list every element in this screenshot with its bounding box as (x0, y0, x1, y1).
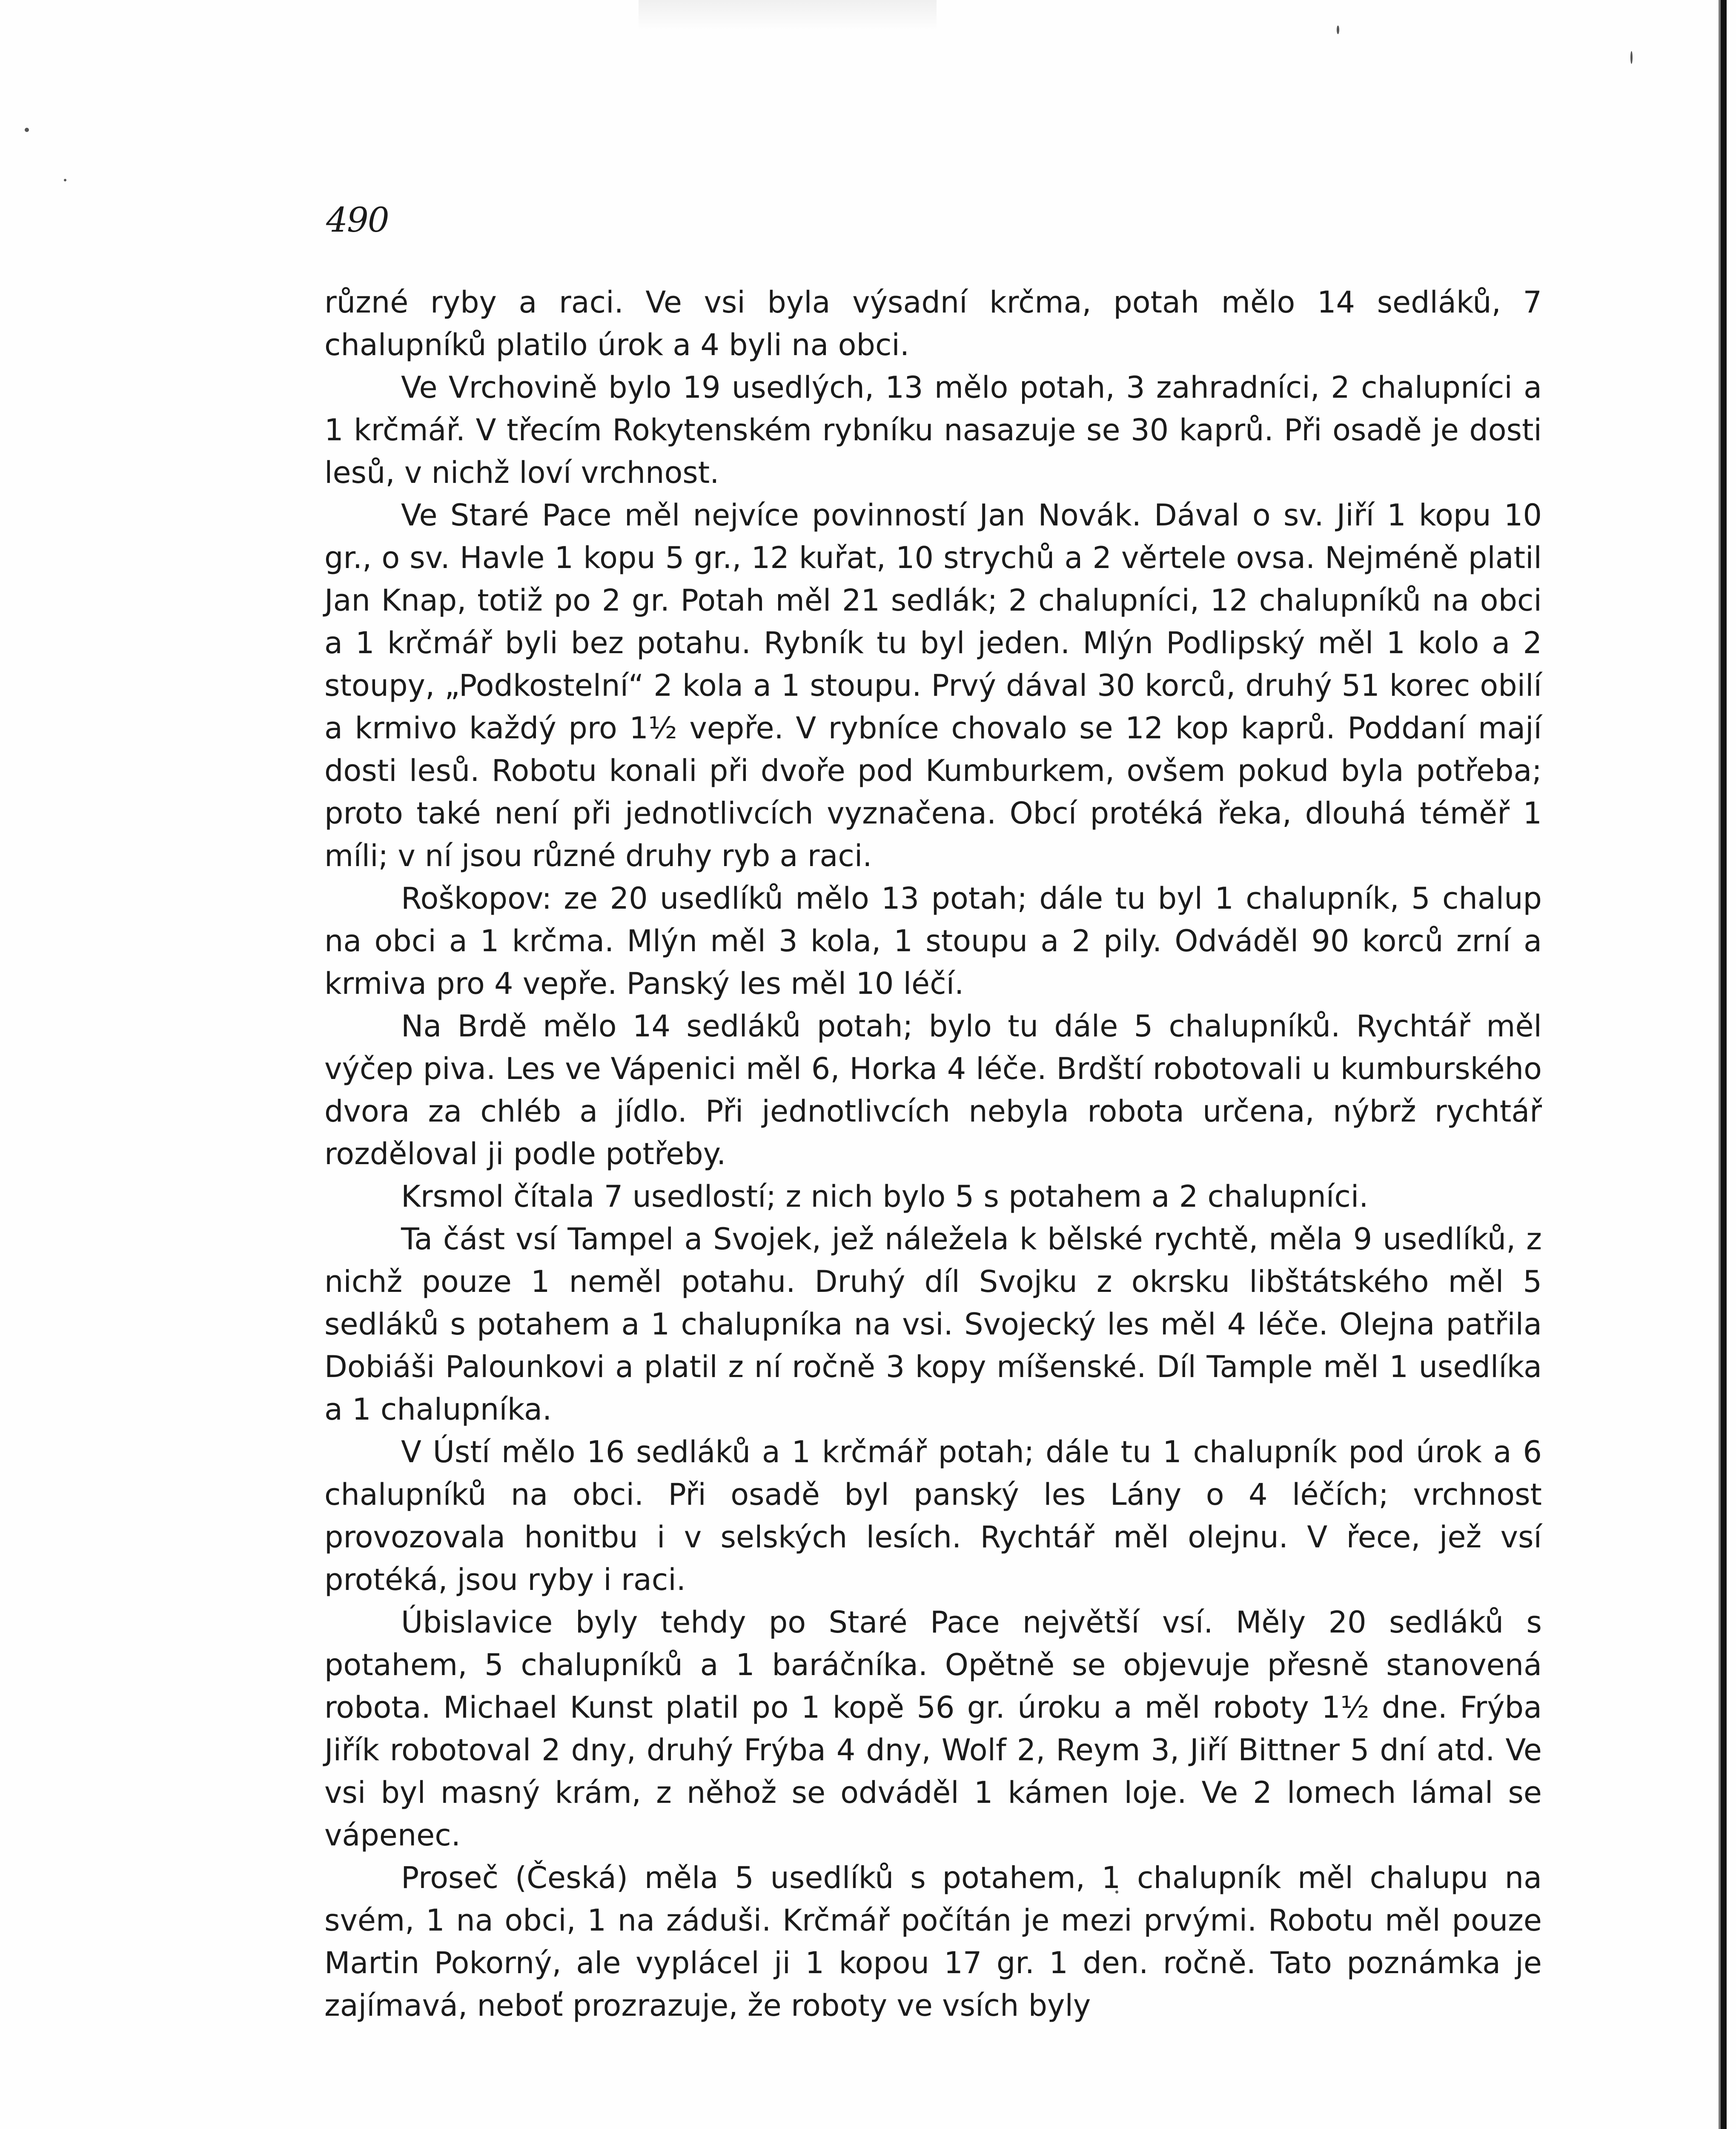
page-number: 490 (326, 200, 389, 240)
scan-border-right-shade (1719, 0, 1721, 2129)
paragraph: různé ryby a raci. Ve vsi byla výsadní krčma, potah mělo 14 sedláků, 7 chalupníků platilo úrok a 4 byli na obci. (324, 285, 1542, 362)
paragraph: Úbislavice byly tehdy po Staré Pace největší vsí. Měly 20 sedláků s potahem, 5 chalupníků a 1 baráčníka. Opětně se objevuje přesně stanovená robota. Michael Kunst platil po 1 kopě 56 gr. úroku a měl roboty 1½ dne. Frýba Jiřík robotoval 2 dny, druhý Frýba 4 dny, Wolf 2, Reym 3, Jiří Bittner 5 dní atd. Ve vsi byl masný krám, z něhož se odváděl 1 kámen loje. Ve 2 lomech lámal se vápenec. (324, 1605, 1542, 1853)
scan-speck (25, 128, 29, 132)
scan-shadow-top (639, 0, 937, 30)
body-text (324, 281, 1542, 2027)
paragraph: Na Brdě mělo 14 sedláků potah; bylo tu dále 5 chalupníků. Rychtář měl výčep piva. Les ve Vápenici měl 6, Horka 4 léče. Brdští robotovali u kumburského dvora za chléb a jídlo. Při jednotlivcích nebyla robota určena, nýbrž rychtář rozděloval ji podle potřeby. (324, 1009, 1542, 1171)
scan-speck (1630, 51, 1633, 64)
scan-border-right (1721, 0, 1727, 2129)
scan-speck (64, 179, 66, 181)
paragraph: Roškopov: ze 20 usedlíků mělo 13 potah; dále tu byl 1 chalupník, 5 chalup na obci a 1 krčma. Mlýn měl 3 kola, 1 stoupu a 2 pily. Odváděl 90 korců zrní a krmiva pro 4 vepře. Panský les měl 10 léčí. (324, 881, 1542, 1001)
paragraph: Ve Staré Pace měl nejvíce povinností Jan Novák. Dával o sv. Jiří 1 kopu 10 gr., o sv. Havle 1 kopu 5 gr., 12 kuřat, 10 strychů a 2 věrtele ovsa. Nejméně platil Jan Knap, totiž po 2 gr. Potah měl 21 sedlák; 2 chalupníci, 12 chalupníků na obci a 1 krčmář byli bez potahu. Rybník tu byl jeden. Mlýn Podlipský měl 1 kolo a 2 stoupy, „Podkostelní“ 2 kola a 1 stoupu. Prvý dával 30 korců, druhý 51 korec obilí a krmivo každý pro 1½ vepře. V rybníce chovalo se 12 kop kaprů. Poddaní mají dosti lesů. Robotu konali při dvoře pod Kumburkem, ovšem pokud byla potřeba; proto také není při jednotlivcích vyznačena. Obcí protéká řeka, dlouhá téměř 1 míli; v ní jsou různé druhy ryb a raci. (324, 498, 1542, 873)
paragraph: Proseč (Česká) měla 5 usedlíků s potahem, 1 chalupník měl chalupu na svém, 1 na obci, 1 na záduši. Krčmář počítán je mezi prvými. Robotu měl pouze Martin Pokorný, ale vyplácel ji 1 kopou 17 gr. 1 den. ročně. Tato poznámka je zajímavá, neboť prozrazuje, že roboty ve vsích byly (324, 1860, 1542, 2023)
paragraph: V Ústí mělo 16 sedláků a 1 krčmář potah; dále tu 1 chalupník pod úrok a 6 chalupníků na obci. Při osadě byl panský les Lány o 4 léčích; vrchnost provozovala honitbu i v selských lesích. Rychtář měl olejnu. V řece, jež vsí protéká, jsou ryby i raci. (324, 1435, 1542, 1597)
scan-speck (1337, 26, 1339, 34)
paragraph: Ta část vsí Tampel a Svojek, jež náležela k bělské rychtě, měla 9 usedlíků, z nichž pouze 1 neměl potahu. Druhý díl Svojku z okrsku libštátského měl 5 sedláků s potahem a 1 chalupníka na vsi. Svojecký les měl 4 léče. Olejna patřila Dobiáši Palounkovi a platil z ní ročně 3 kopy míšenské. Díl Tample měl 1 usedlíka a 1 chalupníka. (324, 1222, 1542, 1427)
paragraph: Ve Vrchovině bylo 19 usedlých, 13 mělo potah, 3 zahradníci, 2 chalupníci a 1 krčmář. V třecím Rokytenském rybníku nasazuje se 30 kaprů. Při osadě je dosti lesů, v nichž loví vrchnost. (324, 370, 1542, 490)
paragraph: Krsmol čítala 7 usedlostí; z nich bylo 5 s potahem a 2 chalupníci. (401, 1179, 1369, 1214)
